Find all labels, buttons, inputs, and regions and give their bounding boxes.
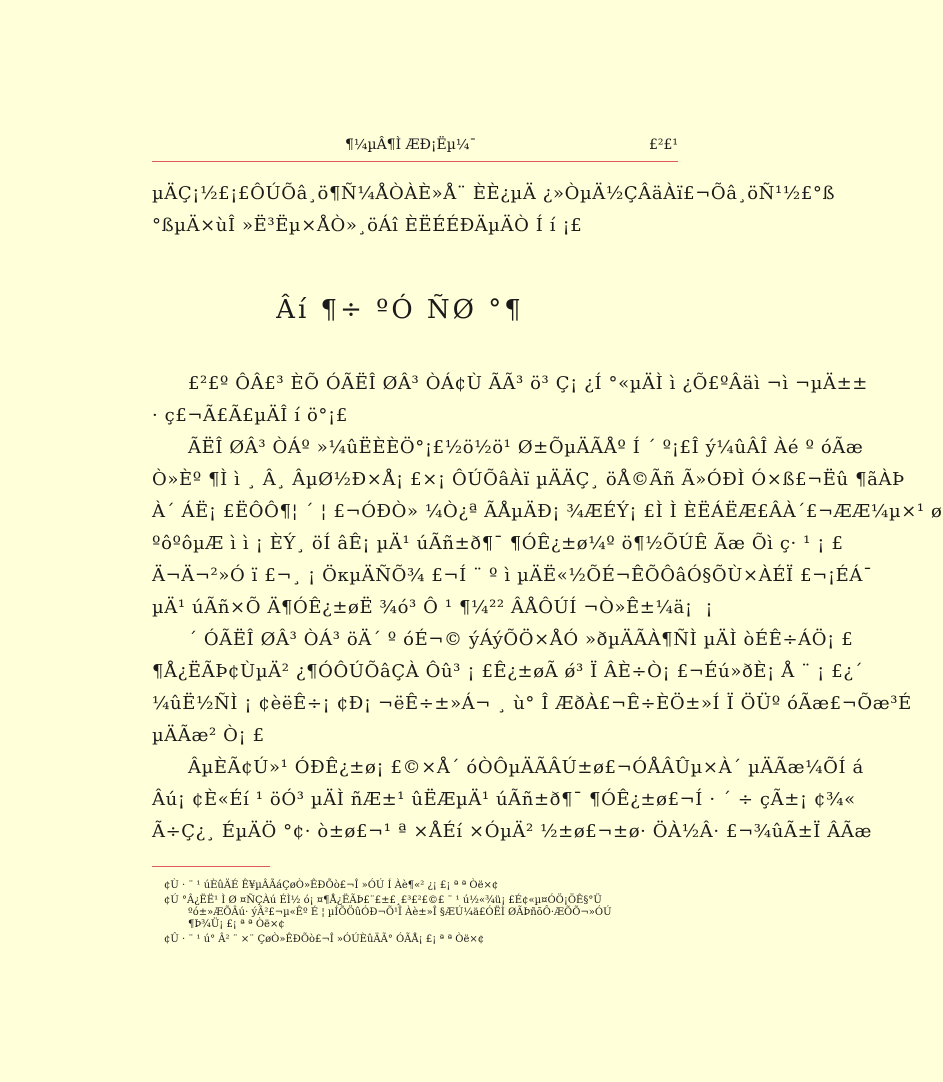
text-line: ¶Å¿ËÃÞ¢ÙµÄ² ¿¶ÓÔÚÕâÇÀ Ôû³ ¡ £Ê¿±øÃ ǿ³ Ï ÂÈ÷Ò¡ £¬Éú»ðÈ¡ Å ¨ ¡ £¿´ [152,661,864,682]
running-title: ¶¼µÂ¶Ì ÆÐ¡Ëµ¼¯ [345,137,477,153]
footnote-line: ¢Û · ¨ ¹ ú° Â² ¨ ×¨ ÇøÒ»ÊÐÕò£¬Î »ÓÚÈûÄÃ° ÓÃÅ¡ £¡ ª ª Òë×¢ [164,934,485,945]
text-line: Ò»Èº ¶Ì ì ¸ Â¸ ÂµØ½Ð×Å¡ £×¡ ÔÚÕâÀï µÄÄÇ¸ öÅ©Ãñ Ã»ÓÐÌ Ó×ß£¬Ëû ¶ãÀÞ [152,469,905,490]
text-line: µÄÃæ² Ò¡ £ [152,725,265,746]
footnote-line: ºó±»ÆÕÂú· ýÂ²£¬µ«Êº É ¦ µÍÕÖûÓÐ¬Õ¹Î Àè±»Î §ÆÚ¼ä£ÓËÌ ØÃÞñõÔ·ÆÕÕ¬»ÓÚ [188,907,612,918]
section-title: Âí ¶÷ ºÓ ÑØ °¶ [276,295,524,325]
text-line: Ä¬Ä¬²»Ó ï £¬¸ ¡ ÖкµÄÑÕ¾ £¬Í ¨ º ì µÄË«½ÕÉ¬ÊÕÔâÓ§ÕÙ×ÀÉÏ £¬¡ÉÁ¯ [152,565,873,586]
text-line: Ã÷Ç¿¸ ÉµÄÖ °¢· ò±ø£¬¹ ª ×ÅÉí ×ÓµÄ² ½±ø£¬±ø· ÖÀ½Â· £¬¾ûÃ±Ï ÂÃæ [152,821,873,842]
footnote-line: ¢Ù · ¨ ¹ úÈûÄÉ Ê¥µÂÃáÇøÒ»ÊÐÕò£¬Î »ÓÚ Í Àè¶«² ¿¡ £¡ ª ª Òë×¢ [164,880,499,891]
footnote-divider [152,866,270,867]
text-line: À´ ÁË¡ £ËÔÔ¶¦ ´ ¦ £¬ÓÐÒ» ¼Ò¿ª ÃÅµÄÐ¡ ¾ÆÉÝ¡ £Ì Ì ÈËÁËÆ£ÂÀ´£¬ÆÆ¼µ×¹ ø [152,501,943,522]
footnote-line: ¶Þ¾Ü¡ £¡ ª ª Òë×¢ [188,919,285,930]
page-number: £²£¹ [648,137,678,153]
text-line: ´ ÓÃËÎ ØÂ³ ÒÁ³ öÄ´ º óÉ¬© ýÁýÕÖ×ÅÓ »ðµÄÃÀ¶ÑÌ µÄÌ òÉÊ÷ÁÖ¡ £ [188,629,854,650]
footnotes [164,880,684,949]
footnote [164,895,684,931]
running-header [152,135,678,162]
text-line: °ßµÄ×ùÎ »Ë³Ëµ×ÅÒ»¸öÁî ÈËÉÉÐÄµÄÒ Í í ¡£ [152,215,583,236]
body-text [152,368,943,848]
text-line: ¼ûË½ÑÌ ¡ ¢èëÊ÷¡ ¢Ð¡ ¬ëÊ÷±»Á¬ ¸ ù° Î ÆðÀ£¬Ê÷ÈÖ±»Í Ï ÖÜº óÃæ£¬Õæ³É [152,693,912,714]
footnote [164,880,684,892]
text-line: µÄÇ¡½£¡£ÔÚÕâ¸ö¶Ñ¼ÅÒÀÈ»Å¨ ÈÈ¿µÄ ¿»ÒµÄ½ÇÂäÀï£¬Õâ¸öÑ¹½£°ß [152,183,836,204]
text-line: ÂµÈÃ¢Ú»¹ ÓÐÊ¿±ø¡ £©×Å´ óÒÔµÄÃÂÚ±ø£¬ÓÅÂÛµ×À´ µÄÃæ¼ÕÍ á [188,757,864,778]
text-line: ÃËÎ ØÂ³ ÒÁº »¼ûËÈÈÖ°¡£½ö½ö¹ Ø±ÕµÄÃÅº Í ´ º¡£Î ý¼ûÂÎ Àé º óÃæ [188,437,864,458]
text-line: · ç£¬Ã£Ã£µÄÎ í ö°¡£ [152,405,348,426]
text-line: Âú¡ ¢È«Éí ¹ öÓ³ µÄÌ ñÆ±¹ ûËÆµÄ¹ úÃñ±ð¶¯ ¶ÓÊ¿±ø£¬Í · ´ ÷ çÃ±¡ ¢¾« [152,789,856,810]
footnote [164,934,684,946]
text-line: £²£º ÔÂ£³ ÈÕ ÓÃËÎ ØÂ³ ÒÁ¢Ù ÃÃ³ ö³ Ç¡ ¿Í °«µÄÌ ì ¿Õ£ºÂäì ¬ì ¬µÄ±± [188,373,868,394]
intro-paragraph [152,178,836,242]
text-line: ºôºôµÆ ì ì ¡ ÈÝ¸ öÍ âÊ¡ µÄ¹ úÃñ±ð¶¯ ¶ÓÊ¿±ø¼º ö¶½ÕÚÊ Ãæ Õì ç· ¹ ¡ £ [152,533,844,554]
footnote-line: ¢Ú °Â¿ËË¹ Ì Ø ¤ÑÇÀú ÉÌ½ ó¡ ¤¶Å¿ËÃÞ£¨£±£¸£³£²£©£ ¨ ¹ ú½«¾ü¡ £É¢«µ¤ÓÖ¡ÖÊ§°Ü [164,895,602,906]
text-line: µÄ¹ úÃñ×Õ Ä¶ÓÊ¿±øË ¾ó³ Ô ¹ ¶¼²² ÂÅÔÚÍ ¬Ò»Ê±¼ä¡ ¡ [152,597,720,618]
